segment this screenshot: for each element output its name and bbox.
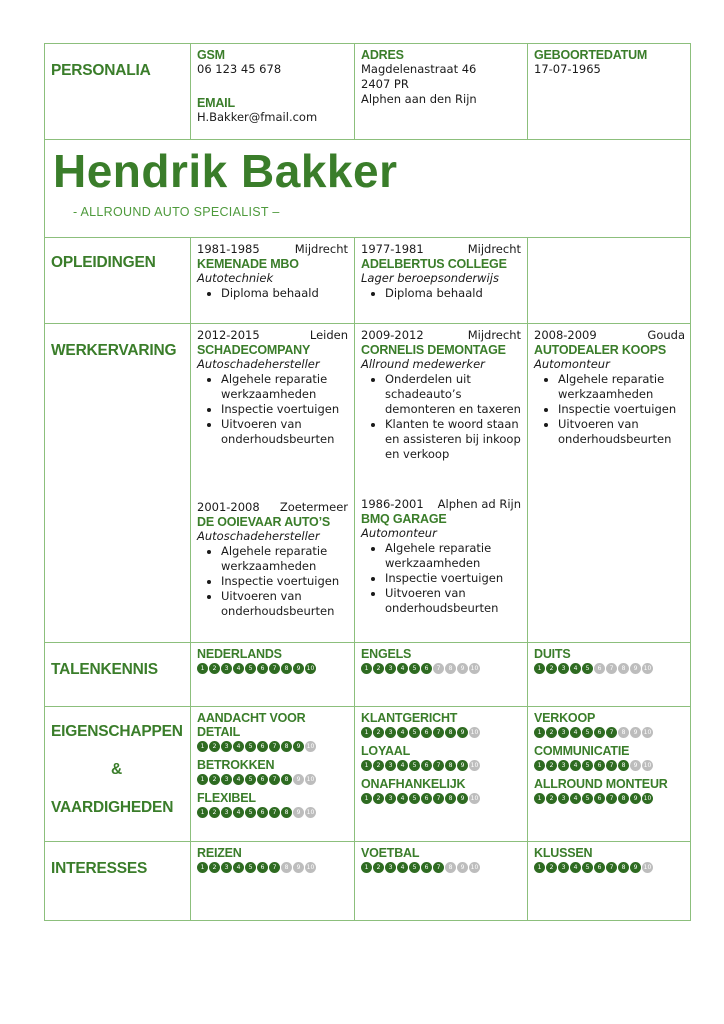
section-heading-talenkennis: TALENKENNIS	[51, 661, 158, 678]
rating-dot: 5	[245, 807, 256, 818]
interest-item	[355, 842, 528, 921]
gsm-label: GSM	[197, 48, 225, 62]
rating-dot: 1	[197, 774, 208, 785]
rating-dot: 10	[306, 665, 315, 672]
rating-dot: 4	[570, 793, 581, 804]
rating-dot: 8	[281, 807, 292, 818]
skill-rating	[361, 760, 521, 771]
rating-dot: 6	[257, 807, 268, 818]
rating-dot: 4	[397, 663, 408, 674]
rating-dot: 8	[618, 793, 629, 804]
address-line2: 2407 PR	[361, 77, 409, 91]
work-bullet: • Algehele reparatie werkzaamheden	[221, 544, 348, 574]
job-title: - ALLROUND AUTO SPECIALIST –	[73, 205, 280, 219]
skill-rating	[361, 663, 521, 674]
edu-school: ADELBERTUS COLLEGE	[361, 257, 507, 271]
skill-rating	[361, 727, 521, 738]
rating-dot: 10	[643, 864, 652, 871]
work-bullet: • Algehele reparatie werkzaamheden	[385, 541, 521, 571]
work-item	[534, 328, 685, 447]
work-company: BMQ GARAGE	[361, 512, 447, 526]
rating-dot: 6	[421, 862, 432, 873]
rating-dot: 5	[245, 741, 256, 752]
rating-dot: 5	[245, 774, 256, 785]
education-heading-cell	[45, 238, 191, 324]
cv-grid	[44, 43, 691, 921]
work-years: 2008-2009	[534, 328, 597, 342]
interest-item	[191, 842, 355, 921]
rating-dot: 5	[245, 663, 256, 674]
rating-dot: 8	[445, 663, 456, 674]
edu-place: Mijdrecht	[294, 242, 348, 256]
rating-dot: 8	[445, 727, 456, 738]
skill-rating	[361, 862, 521, 873]
rating-dot: 6	[594, 862, 605, 873]
interests-heading-cell	[45, 842, 191, 921]
skills-heading-cell	[45, 707, 191, 842]
edu-bullet: • Diploma behaald	[221, 286, 348, 301]
rating-dot: 3	[558, 663, 569, 674]
rating-dot: 4	[233, 663, 244, 674]
work-company: DE OOIEVAAR AUTO’S	[197, 515, 330, 529]
work-column-1	[191, 324, 355, 643]
rating-dot: 4	[570, 862, 581, 873]
rating-dot: 7	[606, 760, 617, 771]
work-place: Zoetermeer	[279, 500, 348, 514]
skill-rating	[197, 663, 348, 674]
language-label: DUITS	[534, 647, 571, 661]
interest-label: KLUSSEN	[534, 846, 593, 860]
rating-dot: 8	[281, 741, 292, 752]
rating-dot: 2	[209, 774, 220, 785]
person-name: Hendrik Bakker	[53, 145, 398, 197]
rating-dot: 1	[534, 663, 545, 674]
rating-dot: 4	[397, 727, 408, 738]
edu-school: KEMENADE MBO	[197, 257, 299, 271]
address-line3: Alphen aan den Rijn	[361, 92, 477, 106]
language-label: NEDERLANDS	[197, 647, 282, 661]
rating-dot: 4	[397, 760, 408, 771]
rating-dot: 9	[457, 793, 468, 804]
skill-rating	[534, 663, 685, 674]
rating-dot: 6	[257, 774, 268, 785]
rating-dot: 3	[385, 663, 396, 674]
work-bullet: • Uitvoeren van onderhoudsbeurten	[385, 586, 521, 616]
rating-dot: 3	[385, 760, 396, 771]
rating-dot: 1	[361, 760, 372, 771]
rating-dot: 8	[281, 862, 292, 873]
work-company: SCHADECOMPANY	[197, 343, 311, 357]
rating-dot: 1	[534, 727, 545, 738]
work-bullet: • Uitvoeren van onderhoudsbeurten	[221, 589, 348, 619]
language-item	[528, 643, 691, 707]
gsm-value: 06 123 45 678	[197, 62, 282, 76]
rating-dot: 3	[221, 663, 232, 674]
skill-rating	[197, 862, 348, 873]
rating-dot: 3	[221, 741, 232, 752]
rating-dot: 10	[306, 743, 315, 750]
skills-column-3	[528, 707, 691, 842]
section-heading-personalia: PERSONALIA	[51, 62, 151, 79]
rating-dot: 3	[558, 793, 569, 804]
contact-cell	[191, 44, 355, 140]
rating-dot: 2	[373, 663, 384, 674]
skills-column-1	[191, 707, 355, 842]
rating-dot: 2	[546, 862, 557, 873]
rating-dot: 2	[373, 760, 384, 771]
work-years: 2001-2008	[197, 500, 260, 514]
rating-dot: 5	[582, 663, 593, 674]
rating-dot: 7	[433, 760, 444, 771]
rating-dot: 4	[570, 663, 581, 674]
personalia-heading-cell	[45, 44, 191, 140]
skill-label: AANDACHT VOOR DETAIL	[197, 711, 306, 739]
rating-dot: 7	[269, 663, 280, 674]
work-bullet: • Algehele reparatie werkzaamheden	[558, 372, 685, 402]
rating-dot: 1	[361, 793, 372, 804]
work-item	[361, 328, 521, 462]
skill-rating	[534, 793, 685, 804]
work-role: Allround medewerker	[361, 357, 485, 371]
work-role: Automonteur	[534, 357, 610, 371]
rating-dot: 6	[257, 741, 268, 752]
edu-years: 1981-1985	[197, 242, 260, 256]
skill-label: LOYAAL	[361, 744, 411, 758]
rating-dot: 6	[257, 862, 268, 873]
rating-dot: 10	[470, 762, 479, 769]
rating-dot: 9	[630, 663, 641, 674]
edu-field: Autotechniek	[197, 271, 274, 285]
rating-dot: 3	[221, 862, 232, 873]
rating-dot: 9	[630, 862, 641, 873]
rating-dot: 5	[582, 760, 593, 771]
rating-dot: 8	[281, 663, 292, 674]
skill-label: BETROKKEN	[197, 758, 275, 772]
rating-dot: 7	[433, 727, 444, 738]
rating-dot: 3	[558, 760, 569, 771]
rating-dot: 6	[421, 760, 432, 771]
section-heading-ampersand: &	[111, 761, 122, 778]
rating-dot: 8	[618, 760, 629, 771]
rating-dot: 8	[618, 862, 629, 873]
section-heading-vaardigheden: VAARDIGHEDEN	[51, 799, 174, 816]
rating-dot: 9	[293, 862, 304, 873]
edu-bullet: • Diploma behaald	[385, 286, 521, 301]
education-item	[191, 238, 355, 324]
rating-dot: 10	[470, 864, 479, 871]
rating-dot: 8	[445, 760, 456, 771]
rating-dot: 7	[433, 793, 444, 804]
work-role: Autoschadehersteller	[197, 357, 320, 371]
rating-dot: 3	[558, 727, 569, 738]
rating-dot: 2	[546, 727, 557, 738]
rating-dot: 9	[457, 663, 468, 674]
interest-item	[528, 842, 691, 921]
rating-dot: 5	[582, 727, 593, 738]
rating-dot: 8	[281, 774, 292, 785]
section-heading-eigenschappen: EIGENSCHAPPEN	[51, 723, 183, 740]
skill-label: ALLROUND MONTEUR	[534, 777, 668, 791]
work-years: 1986-2001	[361, 497, 424, 511]
work-bullet: • Inspectie voertuigen	[558, 402, 685, 417]
skill-label: VERKOOP	[534, 711, 596, 725]
rating-dot: 6	[594, 727, 605, 738]
rating-dot: 9	[293, 774, 304, 785]
rating-dot: 6	[594, 663, 605, 674]
rating-dot: 1	[197, 862, 208, 873]
section-heading-werkervaring: WERKERVARING	[51, 342, 177, 359]
rating-dot: 4	[233, 807, 244, 818]
rating-dot: 3	[558, 862, 569, 873]
rating-dot: 4	[397, 862, 408, 873]
work-heading-cell	[45, 324, 191, 643]
rating-dot: 7	[433, 862, 444, 873]
skill-rating	[197, 807, 348, 818]
rating-dot: 2	[546, 793, 557, 804]
language-label: ENGELS	[361, 647, 412, 661]
edu-years: 1977-1981	[361, 242, 424, 256]
rating-dot: 1	[197, 741, 208, 752]
rating-dot: 7	[606, 862, 617, 873]
rating-dot: 2	[373, 793, 384, 804]
rating-dot: 2	[209, 741, 220, 752]
education-empty-cell	[528, 238, 691, 324]
rating-dot: 5	[409, 760, 420, 771]
rating-dot: 10	[643, 729, 652, 736]
education-item	[355, 238, 528, 324]
rating-dot: 1	[534, 862, 545, 873]
rating-dot: 9	[630, 793, 641, 804]
rating-dot: 5	[409, 727, 420, 738]
rating-dot: 8	[445, 862, 456, 873]
rating-dot: 7	[269, 862, 280, 873]
rating-dot: 7	[606, 727, 617, 738]
work-bullet: • Inspectie voertuigen	[221, 402, 348, 417]
rating-dot: 5	[245, 862, 256, 873]
rating-dot: 7	[433, 663, 444, 674]
rating-dot: 1	[361, 663, 372, 674]
section-heading-opleidingen: OPLEIDINGEN	[51, 254, 156, 271]
birthdate-label: GEBOORTEDATUM	[534, 48, 648, 62]
rating-dot: 6	[594, 760, 605, 771]
rating-dot: 1	[361, 727, 372, 738]
rating-dot: 7	[269, 741, 280, 752]
skill-rating	[534, 862, 685, 873]
interest-label: REIZEN	[197, 846, 242, 860]
rating-dot: 5	[409, 862, 420, 873]
rating-dot: 6	[421, 793, 432, 804]
rating-dot: 5	[582, 862, 593, 873]
work-item	[197, 500, 348, 619]
work-bullet: • Algehele reparatie werkzaamheden	[221, 372, 348, 402]
rating-dot: 4	[233, 774, 244, 785]
rating-dot: 9	[630, 727, 641, 738]
email-label: EMAIL	[197, 96, 235, 110]
section-heading-interesses: INTERESSES	[51, 860, 148, 877]
rating-dot: 4	[397, 793, 408, 804]
rating-dot: 4	[233, 862, 244, 873]
rating-dot: 1	[534, 760, 545, 771]
rating-dot: 10	[306, 864, 315, 871]
rating-dot: 9	[457, 862, 468, 873]
work-bullet: • Klanten te woord staan en assisteren bij inkoop en verkoop	[385, 417, 521, 462]
rating-dot: 10	[306, 776, 315, 783]
rating-dot: 6	[257, 663, 268, 674]
rating-dot: 9	[457, 760, 468, 771]
work-role: Autoschadehersteller	[197, 529, 320, 543]
skill-rating	[534, 760, 685, 771]
rating-dot: 7	[606, 663, 617, 674]
address-line1: Magdelenastraat 46	[361, 62, 477, 76]
skills-column-2	[355, 707, 528, 842]
rating-dot: 6	[594, 793, 605, 804]
rating-dot: 5	[409, 663, 420, 674]
rating-dot: 7	[269, 774, 280, 785]
rating-dot: 3	[385, 727, 396, 738]
rating-dot: 9	[457, 727, 468, 738]
rating-dot: 2	[546, 760, 557, 771]
rating-dot: 7	[269, 807, 280, 818]
rating-dot: 10	[643, 762, 652, 769]
rating-dot: 9	[293, 663, 304, 674]
rating-dot: 2	[373, 862, 384, 873]
rating-dot: 8	[445, 793, 456, 804]
rating-dot: 3	[385, 862, 396, 873]
rating-dot: 6	[421, 727, 432, 738]
skill-label: ONAFHANKELIJK	[361, 777, 466, 791]
work-bullet: • Inspectie voertuigen	[221, 574, 348, 589]
rating-dot: 1	[534, 793, 545, 804]
rating-dot: 4	[233, 741, 244, 752]
work-column-2	[355, 324, 528, 643]
rating-dot: 4	[570, 727, 581, 738]
edu-place: Mijdrecht	[467, 242, 521, 256]
rating-dot: 1	[361, 862, 372, 873]
rating-dot: 2	[373, 727, 384, 738]
rating-dot: 4	[570, 760, 581, 771]
work-bullet: • Inspectie voertuigen	[385, 571, 521, 586]
work-years: 2009-2012	[361, 328, 424, 342]
rating-dot: 9	[293, 741, 304, 752]
skill-rating	[534, 727, 685, 738]
work-column-3	[528, 324, 691, 643]
skill-label: FLEXIBEL	[197, 791, 256, 805]
rating-dot: 2	[209, 663, 220, 674]
name-cell	[45, 140, 691, 238]
languages-heading-cell	[45, 643, 191, 707]
rating-dot: 10	[643, 795, 652, 802]
work-bullet: • Uitvoeren van onderhoudsbeurten	[558, 417, 685, 447]
skill-rating	[197, 741, 348, 752]
work-place: Gouda	[647, 328, 685, 342]
rating-dot: 5	[582, 793, 593, 804]
rating-dot: 1	[197, 663, 208, 674]
rating-dot: 1	[197, 807, 208, 818]
rating-dot: 3	[385, 793, 396, 804]
work-role: Automonteur	[361, 526, 437, 540]
rating-dot: 8	[618, 727, 629, 738]
work-item	[361, 497, 521, 616]
work-place: Leiden	[309, 328, 348, 342]
rating-dot: 5	[409, 793, 420, 804]
rating-dot: 6	[421, 663, 432, 674]
address-cell	[355, 44, 528, 140]
language-item	[191, 643, 355, 707]
rating-dot: 3	[221, 774, 232, 785]
work-years: 2012-2015	[197, 328, 260, 342]
work-place: Mijdrecht	[467, 328, 521, 342]
work-place: Alphen ad Rijn	[437, 497, 521, 511]
work-company: CORNELIS DEMONTAGE	[361, 343, 506, 357]
skill-label: KLANTGERICHT	[361, 711, 458, 725]
rating-dot: 10	[306, 809, 315, 816]
work-item	[197, 328, 348, 447]
rating-dot: 2	[209, 807, 220, 818]
interest-label: VOETBAL	[361, 846, 420, 860]
skill-label: COMMUNICATIE	[534, 744, 630, 758]
birthdate-value: 17-07-1965	[534, 62, 601, 76]
rating-dot: 10	[643, 665, 652, 672]
address-label: ADRES	[361, 48, 404, 62]
rating-dot: 7	[606, 793, 617, 804]
skill-rating	[361, 793, 521, 804]
rating-dot: 2	[546, 663, 557, 674]
rating-dot: 9	[630, 760, 641, 771]
rating-dot: 9	[293, 807, 304, 818]
work-bullet: • Onderdelen uit schadeauto’s demonteren en taxeren	[385, 372, 521, 417]
skill-rating	[197, 774, 348, 785]
work-company: AUTODEALER KOOPS	[534, 343, 666, 357]
language-item	[355, 643, 528, 707]
email-value: H.Bakker@fmail.com	[197, 110, 318, 124]
rating-dot: 10	[470, 729, 479, 736]
rating-dot: 10	[470, 665, 479, 672]
rating-dot: 2	[209, 862, 220, 873]
rating-dot: 10	[470, 795, 479, 802]
edu-field: Lager beroepsonderwijs	[361, 271, 499, 285]
rating-dot: 3	[221, 807, 232, 818]
rating-dot: 8	[618, 663, 629, 674]
work-bullet: • Uitvoeren van onderhoudsbeurten	[221, 417, 348, 447]
birthdate-cell	[528, 44, 691, 140]
